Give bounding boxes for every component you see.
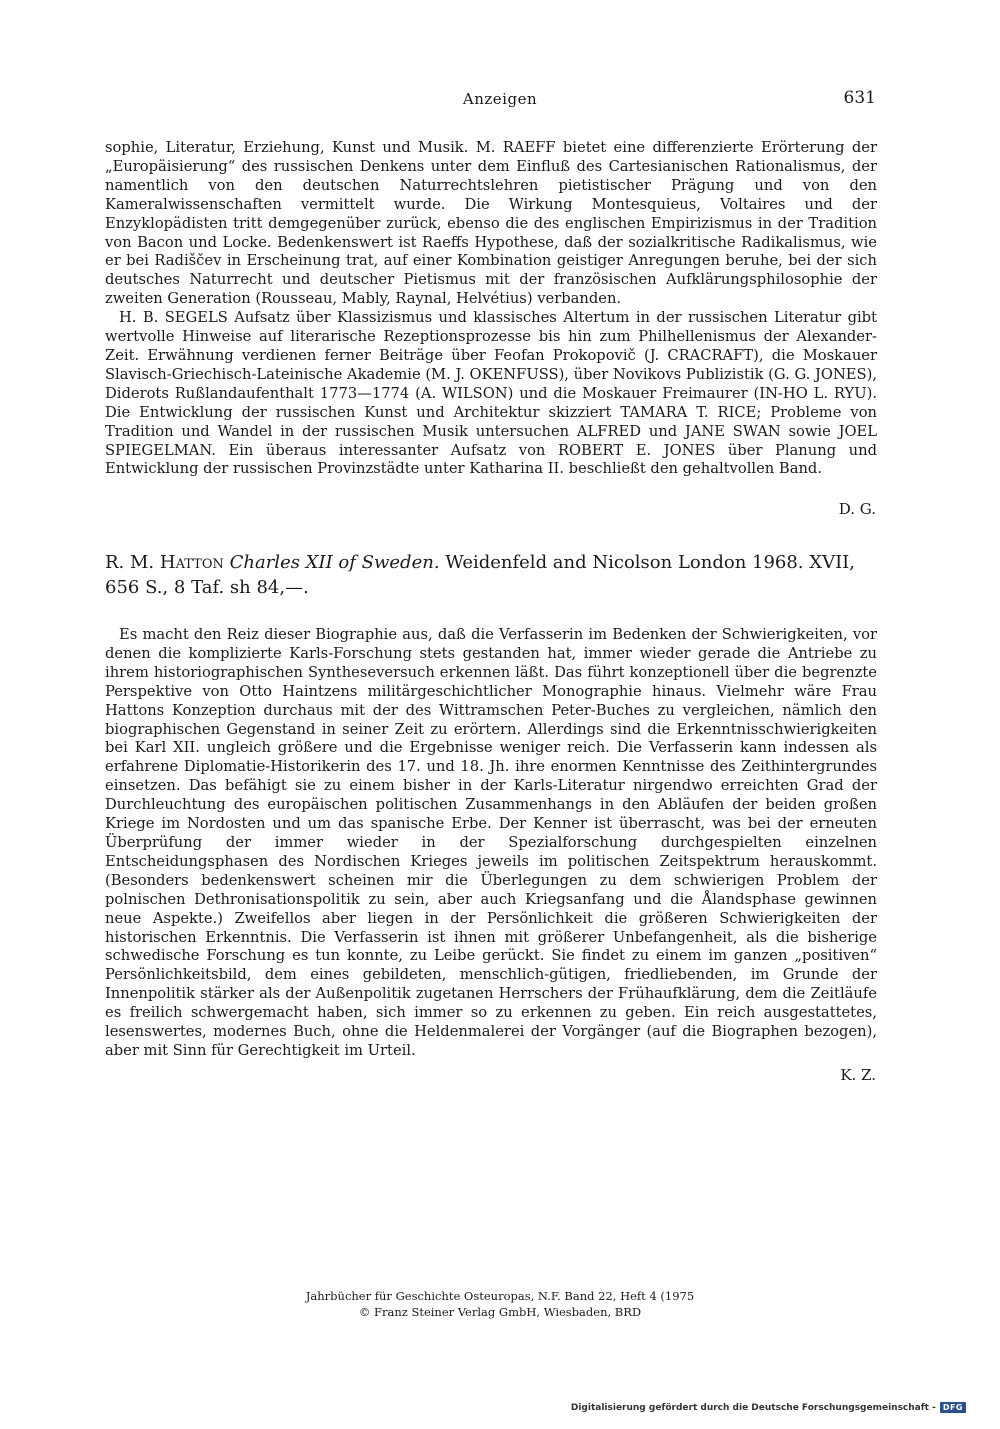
running-head <box>0 90 1000 114</box>
book-author: R. M. Hatton <box>105 552 224 573</box>
review-1-signature: D. G. <box>838 500 876 518</box>
digitization-notice <box>571 1402 966 1413</box>
journal-citation: Jahrbücher für Geschichte Osteuropas, N.F. Band 22, Heft 4 (1975 <box>305 1289 695 1303</box>
publisher-line: © Franz Steiner Verlag GmbH, Wiesbaden, BRD <box>358 1305 642 1319</box>
review-2-body <box>105 626 877 1061</box>
book-title: Charles XII of Sweden. <box>229 552 440 573</box>
review-2-signature: K. Z. <box>840 1066 876 1084</box>
journal-footer <box>0 1288 1000 1320</box>
review-2-paragraph: Es macht den Reiz dieser Biographie aus, daß die Verfasserin im Bedenken der Schwierigkeiten, vor denen die komplizierte Karls-Forschung stets gestanden hat, immer wieder gerade die Antriebe zu ihrem historiographischen Syntheseversuch erkennen läßt. Das führt konzeptionell über die begrenzte Perspektive von Otto Haintzens militärgeschichtlicher Monographie hinaus. Vielmehr wäre Frau Hattons Konzeption durchaus mit der des Wittramschen Peter-Buches zu vergleichen, nämlich den biographischen Gegenstand in seiner Zeit zu erörtern. Allerdings sind die Erkenntnisschwierigkeiten bei Karl XII. ungleich größere und die Ergebnisse weniger reich. Die Verfasserin kann indessen als erfahrene Diplomatie-Historikerin des 17. und 18. Jh. ihre enormen Kenntnisse des Zeithintergrundes einsetzen. Das befähigt sie zu einem bisher in der Karls-Literatur nirgendwo erreichten Grad der Durchleuchtung des europäischen politischen Zusammenhangs in den Abläufen der beiden großen Kriege im Nordosten und um das spanische Erbe. Der Kenner ist überrascht, was bei der erneuten Überprüfung der immer wieder in der Spezialforschung durchgespielten einzelnen Entscheidungsphasen des Nordischen Krieges jeweils im politischen Zeitspektrum herauskommt. (Besonders bedenkenswert scheinen mir die Überlegungen zu dem schwierigen Problem der polnischen Dethronisationspolitik zu sein, aber auch Kriegsanfang und die Ålandsphase gewinnen neue Aspekte.) Zweifellos aber liegen in der Persönlichkeit die größeren Schwierigkeiten der historischen Erkenntnis. Die Verfasserin ist ihnen mit größerer Unbefangenheit, als die bisherige schwedische Forschung es tun konnte, zu Leibe gerückt. Sie findet zu einem im ganzen „positiven“ Persönlichkeitsbild, dem eines gebildeten, menschlich-gütigen, friedliebenden, im Grunde der Innenpolitik stärker als der Außenpolitik zugetanen Herrschers der Frühaufklärung, dem die Zeitläufe es freilich schwergemacht haben, sich immer so zu erkennen zu geben. Ein reich ausgestattetes, lesenswertes, modernes Buch, ohne die Heldenmalerei der Vorgänger (auf die Biographen bezogen), aber mit Sinn für Gerechtigkeit im Urteil. <box>105 626 877 1059</box>
review-1-paragraph-1: sophie, Literatur, Erziehung, Kunst und Musik. M. RAEFF bietet eine differenzierte Erörterung der „Europäisierung“ des russischen Denkens unter dem Einfluß des Cartesianischen Rationalismus, der namentlich von den deutschen Naturrechtslehren pietistischer Prägung und von den Kameralwissenschaften vermittelt wurde. Die Wirkung Montesquieus, Voltaires und der Enzyklopädisten tritt demgegenüber zurück, ebenso die des englischen Empirizismus in der Tradition von Bacon und Locke. Bedenkenswert ist Raeffs Hypothese, daß der sozialkritische Radikalismus, wie er bei Radiščev in Erscheinung trat, auf einer Kombination geistiger Anregungen beruhe, bei der sich deutsches Naturrecht und deutscher Pietismus mit der französischen Aufklärungsphilosophie der zweiten Generation (Rousseau, Mably, Raynal, Helvétius) verbanden. <box>105 139 877 308</box>
review-1-body <box>105 139 877 479</box>
digitization-text: Digitalisierung gefördert durch die Deutsche Forschungsgemeinschaft - <box>570 1402 936 1413</box>
section-title: Anzeigen <box>462 90 538 108</box>
review-1-paragraph-2: H. B. SEGELS Aufsatz über Klassizismus und klassisches Altertum in der russischen Literatur gibt wertvolle Hinweise auf literarische Rezeptionsprozesse bis hin zum Philhellenismus der Alexander-Zeit. Erwähnung verdienen ferner Beiträge über Feofan Prokopovič (J. CRACRAFT), die Moskauer Slavisch-Griechisch-Lateinische Akademie (M. J. OKENFUSS), über Novikovs Publizistik (G. G. JONES), Diderots Rußlandaufenthalt 1773—1774 (A. WILSON) und die Moskauer Freimaurer (IN-HO L. RYU). Die Entwicklung der russischen Kunst und Architektur skizziert TAMARA T. RICE; Probleme von Tradition und Wandel in der russischen Musik untersuchen ALFRED und JANE SWAN sowie JOEL SPIEGELMAN. Ein überaus interessanter Aufsatz von ROBERT E. JONES über Planung und Entwicklung der russischen Provinzstädte unter Katharina II. beschließt den gehaltvollen Band. <box>105 309 877 478</box>
page-number: 631 <box>843 88 876 108</box>
review-2-bibliography <box>105 550 880 600</box>
book-details: Weidenfeld and Nicolson London 1968. XVII, 656 S., 8 Taf. sh 84,—. <box>105 552 856 598</box>
dfg-logo-icon: DFG <box>940 1402 966 1413</box>
